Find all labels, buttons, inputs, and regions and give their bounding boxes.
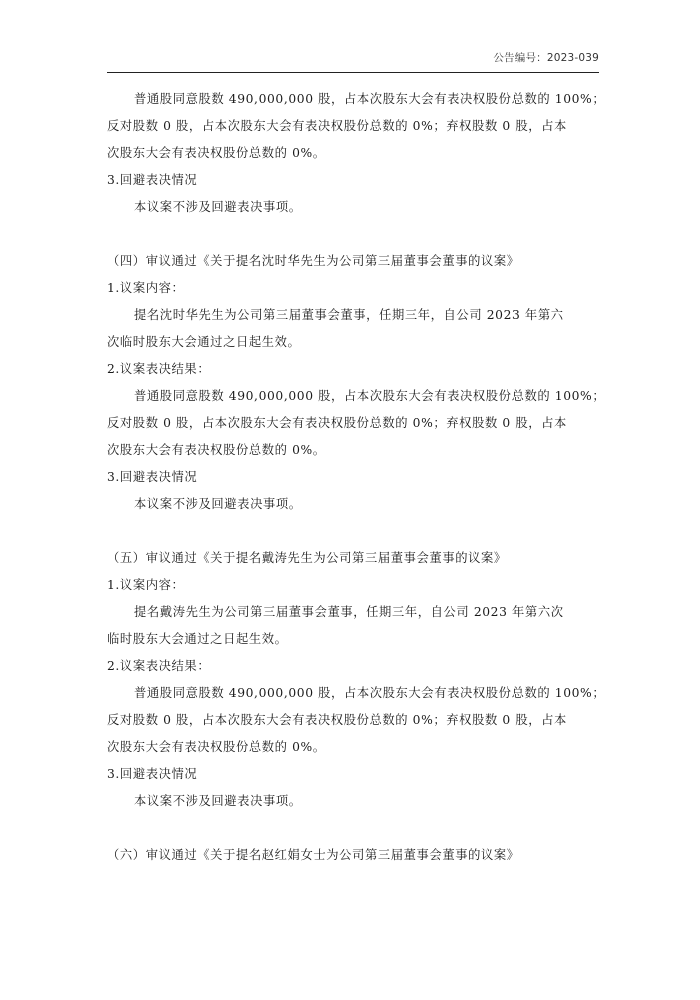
avoid-vote-text: 本议案不涉及回避表决事项。 xyxy=(134,794,302,808)
resolution-title: （五）审议通过《关于提名戴涛先生为公司第三届董事会董事的议案》 xyxy=(107,551,507,565)
section-continued xyxy=(107,86,606,221)
resolution-section-6 xyxy=(107,842,602,869)
content-heading: 1.议案内容： xyxy=(107,578,185,592)
document-body xyxy=(107,86,606,869)
avoid-vote-heading: 3.回避表决情况 xyxy=(107,767,198,781)
content-heading: 1.议案内容： xyxy=(107,281,185,295)
vote-result-line: 普通股同意股数 490,000,000 股，占本次股东大会有表决权股份总数的 100%； xyxy=(134,92,606,106)
vote-result-line: 次股东大会有表决权股份总数的 0%。 xyxy=(107,443,326,457)
vote-result-line: 次股东大会有表决权股份总数的 0%。 xyxy=(107,740,326,754)
page-header xyxy=(107,44,599,73)
avoid-vote-heading: 3.回避表决情况 xyxy=(107,470,198,484)
spacer xyxy=(107,815,602,842)
resolution-title: （六）审议通过《关于提名赵红娟女士为公司第三届董事会董事的议案》 xyxy=(107,848,520,862)
result-heading: 2.议案表决结果： xyxy=(107,362,211,376)
resolution-section-5 xyxy=(107,545,606,815)
resolution-title: （四）审议通过《关于提名沈时华先生为公司第三届董事会董事的议案》 xyxy=(107,254,520,268)
vote-result-line: 反对股数 0 股，占本次股东大会有表决权股份总数的 0%；弃权股数 0 股，占本 xyxy=(107,416,567,430)
content-line: 提名戴涛先生为公司第三届董事会董事，任期三年，自公司 2023 年第六次 xyxy=(134,605,564,619)
avoid-vote-text: 本议案不涉及回避表决事项。 xyxy=(134,200,302,214)
spacer xyxy=(107,221,602,248)
result-heading: 2.议案表决结果： xyxy=(107,659,211,673)
content-line: 提名沈时华先生为公司第三届董事会董事，任期三年，自公司 2023 年第六 xyxy=(134,308,564,322)
announcement-number: 公告编号：2023-039 xyxy=(493,52,599,64)
vote-result-line: 次股东大会有表决权股份总数的 0%。 xyxy=(107,146,326,160)
vote-result-line: 反对股数 0 股，占本次股东大会有表决权股份总数的 0%；弃权股数 0 股，占本 xyxy=(107,119,567,133)
vote-result-line: 普通股同意股数 490,000,000 股，占本次股东大会有表决权股份总数的 100%； xyxy=(134,686,606,700)
content-line: 临时股东大会通过之日起生效。 xyxy=(107,632,288,646)
spacer xyxy=(107,518,602,545)
avoid-vote-heading: 3.回避表决情况 xyxy=(107,173,198,187)
avoid-vote-text: 本议案不涉及回避表决事项。 xyxy=(134,497,302,511)
content-line: 次临时股东大会通过之日起生效。 xyxy=(107,335,301,349)
vote-result-line: 普通股同意股数 490,000,000 股，占本次股东大会有表决权股份总数的 100%； xyxy=(134,389,606,403)
vote-result-line: 反对股数 0 股，占本次股东大会有表决权股份总数的 0%；弃权股数 0 股，占本 xyxy=(107,713,567,727)
resolution-section-4 xyxy=(107,248,606,518)
